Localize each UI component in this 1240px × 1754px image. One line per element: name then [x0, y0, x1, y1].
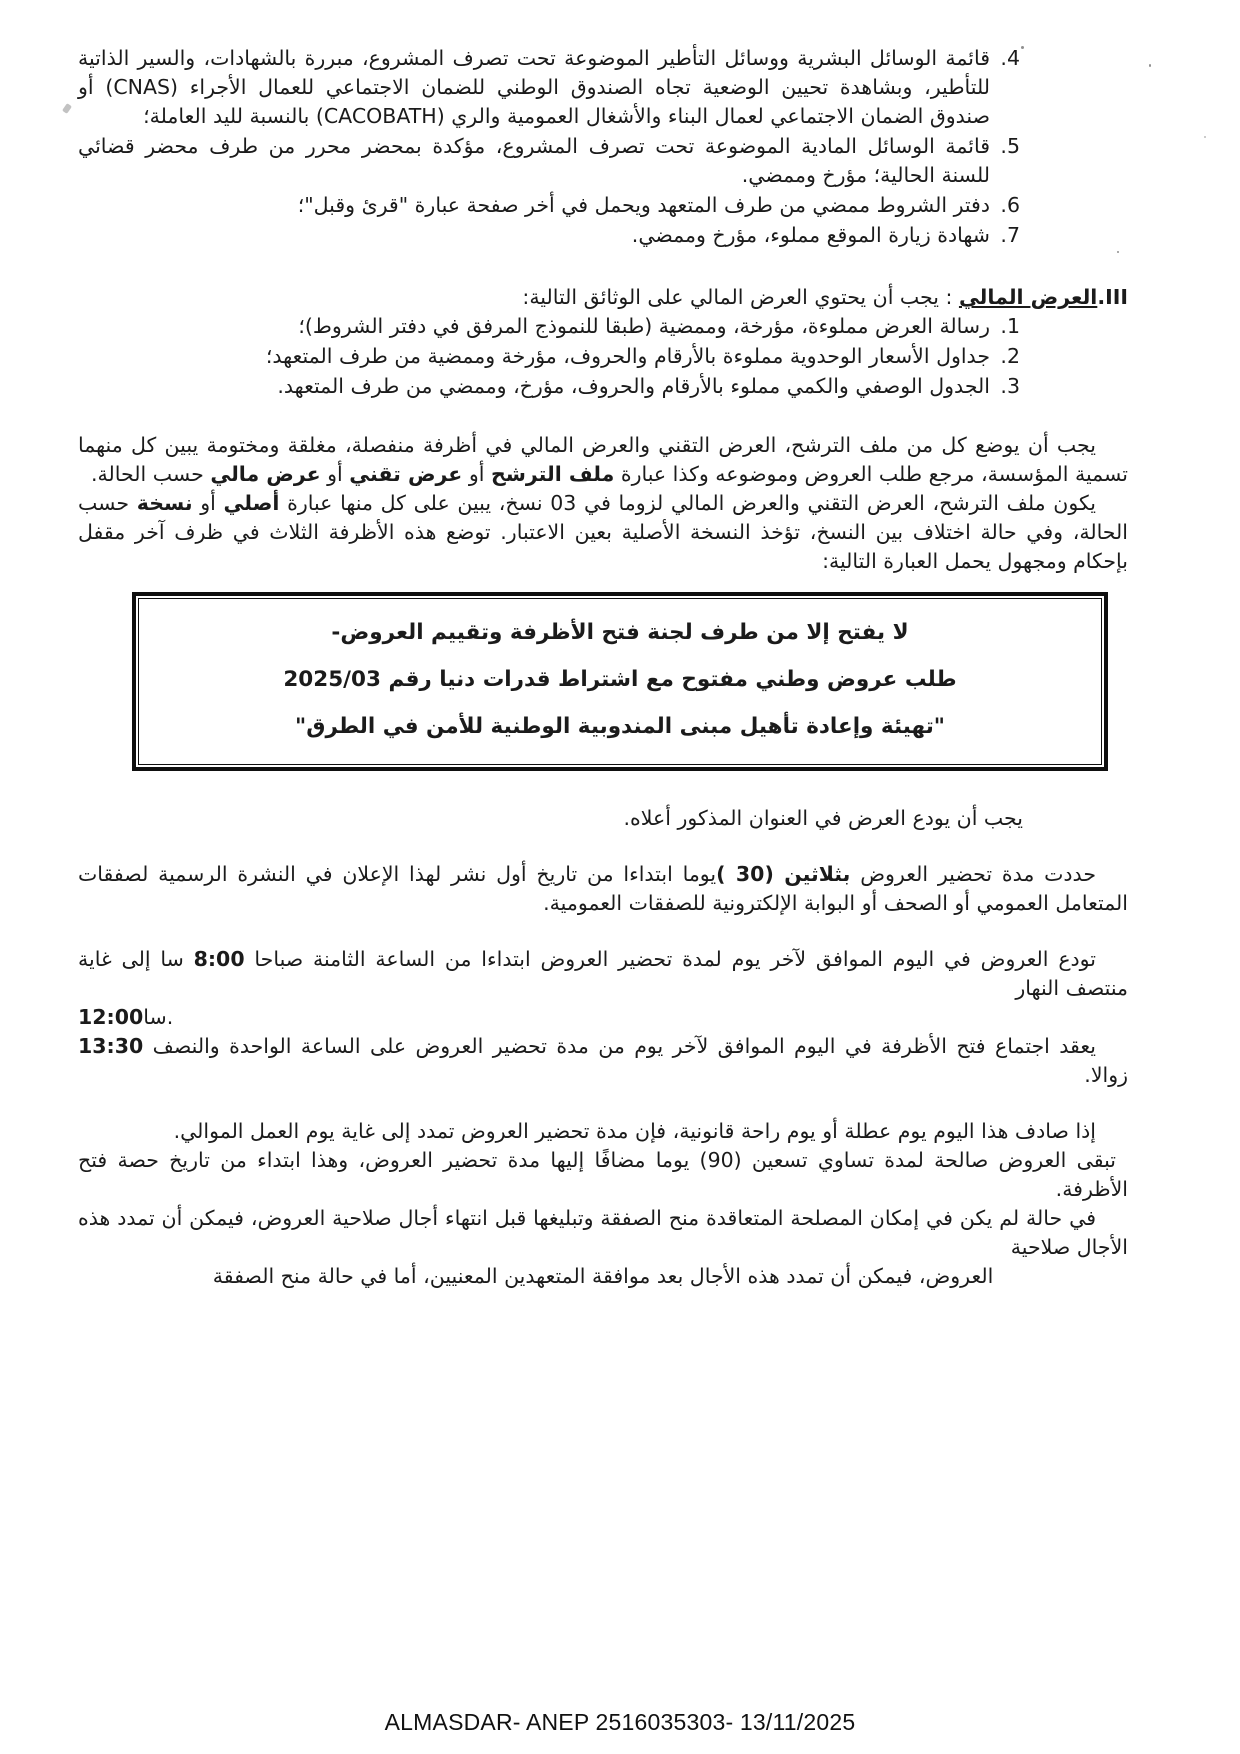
paragraph-noon-time: 12:00سا. — [78, 1005, 174, 1029]
list-item-text: قائمة الوسائل المادية الموضوعة تحت تصرف المشروع، مؤكدة بمحضر محرر من طرف محضر قضائي للسنة الحالية؛ مؤرخ وممضي. — [78, 134, 990, 187]
deposit-instruction: يجب أن يودع العرض في العنوان المذكور أعلاه. — [623, 806, 1023, 830]
list-item-number: 7. — [1000, 223, 1020, 247]
list-item-number: 3. — [1000, 374, 1020, 398]
list-item-text: الجدول الوصفي والكمي مملوء بالأرقام والحروف، مؤرخ، وممضي من طرف المتعهد. — [277, 374, 990, 398]
list-item — [78, 342, 1020, 371]
notice-box-inner — [138, 598, 1102, 765]
notice-box — [132, 592, 1108, 771]
notice-box-line-2: طلب عروض وطني مفتوح مع اشتراط قدرات دنيا رقم 2025/03 — [283, 667, 957, 692]
paragraph-envelopes: يجب أن يوضع كل من ملف الترشح، العرض التقني والعرض المالي في أظرفة منفصلة، مغلقة ومختومة يبين كل منهما تسمية المؤسسة، مرجع طلب العروض وموضوعه وكذا عبارة ملف الترشح أو عرض تقني أو عرض مالي حسب الحالة. — [78, 433, 1128, 486]
requirements-list — [78, 44, 1020, 250]
paragraph-copies: يكون ملف الترشح، العرض التقني والعرض المالي لزوما في 03 نسخ، يبين على كل منها عبارة أصلي أو نسخة حسب الحالة، وفي حالة اختلاف بين النسخ، تؤخذ النسخة الأصلية بعين الاعتبار. توضع هذه الأظرفة الثلاث في ظرف آخر مقفل بإحكام ومجهول يحمل العبارة التالية: — [78, 491, 1128, 573]
list-item — [78, 191, 1020, 220]
list-item-text: جداول الأسعار الوحدوية مملوءة بالأرقام والحروف، مؤرخة وممضية من طرف المتعهد؛ — [265, 344, 990, 368]
list-item — [78, 221, 1020, 250]
list-item-text: قائمة الوسائل البشرية ووسائل التأطير الموضوعة تحت تصرف المشروع، مبررة بالشهادات، والسير الذاتية للتأطير، وبشاهدة تحيين الوضعية تجاه الصندوق الوطني للضمان الاجتماعي للعمال الأجراء (CNAS) أو صندوق الضمان الاجتماعي لعمال البناء والأشغال العمومية والري (CACOBATH) بالنسبة لليد العاملة؛ — [78, 46, 990, 128]
list-item — [78, 312, 1020, 341]
notice-box-line-3: "تهيئة وإعادة تأهيل مبنى المندوبية الوطنية للأمن في الطرق" — [295, 714, 945, 739]
paragraph-award: في حالة لم يكن في إمكان المصلحة المتعاقدة منح الصفقة وتبليغها قبل انتهاء أجال صلاحية العروض، فيمكن أن تمدد هذه الأجال صلاحية — [78, 1206, 1128, 1259]
list-item-text: شهادة زيارة الموقع مملوء، مؤرخ وممضي. — [631, 223, 990, 247]
scan-speck — [1149, 64, 1151, 67]
list-item — [78, 372, 1020, 401]
list-item-text: دفتر الشروط ممضي من طرف المتعهد ويحمل في أخر صفحة عبارة "قرئ وقبل"؛ — [297, 193, 990, 217]
scan-speck — [1204, 136, 1206, 138]
list-item-number: 4. — [1000, 46, 1020, 70]
list-item-number: 1. — [1000, 314, 1020, 338]
paragraph-opening-session: يعقد اجتماع فتح الأظرفة في اليوم الموافق لآخر يوم من مدة تحضير العروض على الساعة الواحدة والنصف 13:30 زوالا. — [78, 1034, 1128, 1087]
paragraph-deposit-time: تودع العروض في اليوم الموافق لآخر يوم لمدة تحضير العروض ابتداءا من الساعة الثامنة صباحا 8:00 سا إلى غاية منتصف النهار — [78, 947, 1128, 1000]
notice-box-line-1: لا يفتح إلا من طرف لجنة فتح الأظرفة وتقييم العروض- — [331, 620, 909, 645]
list-item-text: رسالة العرض مملوءة، مؤرخة، وممضية (طبقا للنموذج المرفق في دفتر الشروط)؛ — [298, 314, 990, 338]
financial-offer-heading: III.العرض المالي : يجب أن يحتوي العرض المالي على الوثائق التالية: — [522, 285, 1128, 309]
paragraph-holiday: إذا صادف هذا اليوم يوم عطلة أو يوم راحة قانونية، فإن مدة تحضير العروض تمدد إلى غاية يوم العمل الموالي. — [173, 1119, 1096, 1143]
list-item-number: 2. — [1000, 344, 1020, 368]
list-item-number: 6. — [1000, 193, 1020, 217]
paragraph-preparation-period: حددت مدة تحضير العروض بثلاثين (30 )يوما ابتداءا من تاريخ أول نشر لهذا الإعلان في النشرة الرسمية لصفقات المتعامل العمومي أو الصحف أو البوابة الإلكترونية للصفقات العمومية. — [78, 862, 1128, 915]
scan-speck — [1021, 46, 1024, 49]
list-item — [78, 132, 1020, 190]
paragraph-award-last-line: العروض، فيمكن أن تمدد هذه الأجال بعد موافقة المتعهدين المعنيين، أما في حالة منح الصفقة — [212, 1264, 994, 1288]
list-item-number: 5. — [1000, 134, 1020, 158]
financial-offer-list — [78, 312, 1020, 401]
footer-credit: ALMASDAR- ANEP 2516035303- 13/11/2025 — [384, 1709, 856, 1735]
list-item — [78, 44, 1020, 131]
scan-speck — [1117, 251, 1119, 253]
paragraph-validity: تبقى العروض صالحة لمدة تساوي تسعين (90) يوما مضافًا إليها مدة تحضير العروض، وهذا ابتداء من تاريخ حصة فتح الأظرفة. — [78, 1148, 1128, 1201]
